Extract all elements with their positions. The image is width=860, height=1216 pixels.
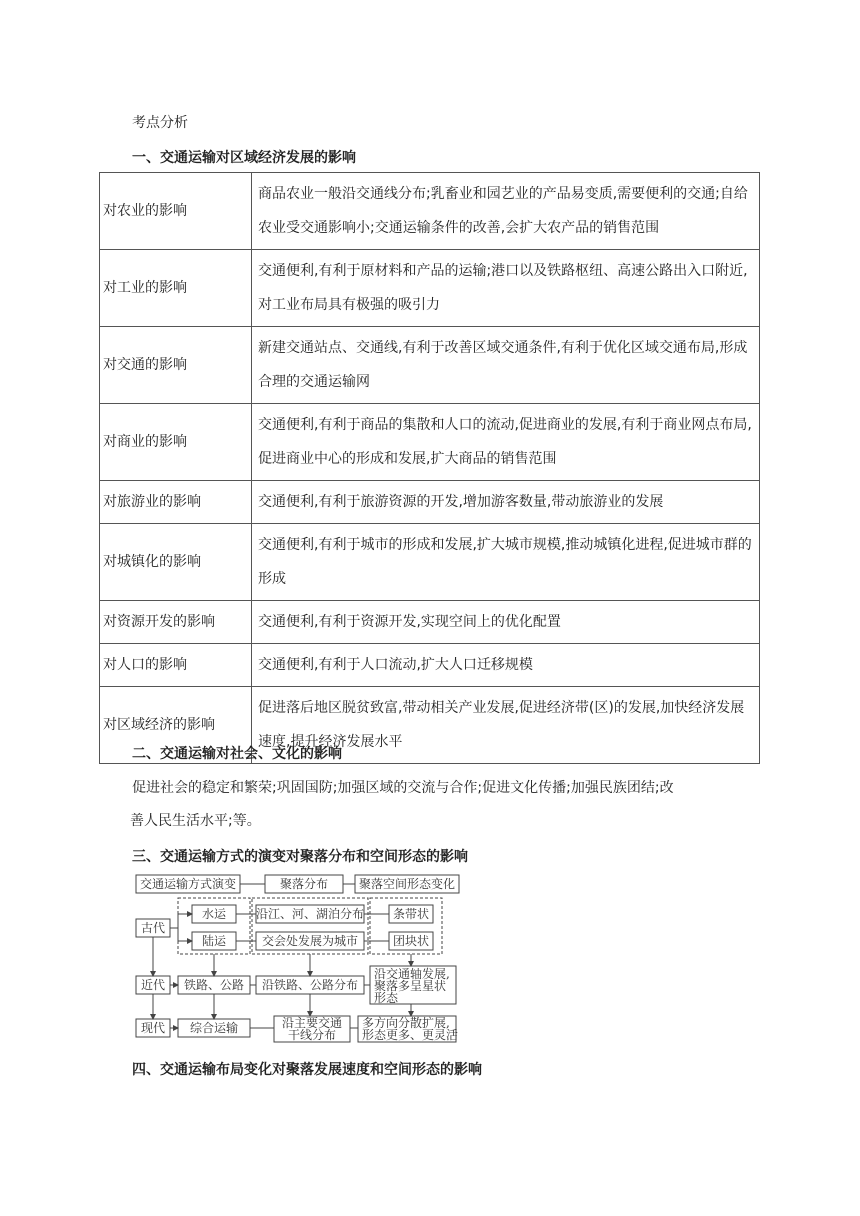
row-key: 对工业的影响 <box>100 250 252 327</box>
axis-form-text-3: 形态 <box>374 991 399 1005</box>
axis-form-text-2: 聚落多呈星状 <box>374 979 447 993</box>
row-key: 对人口的影响 <box>100 644 252 687</box>
paragraph-line: 促进社会的稳定和繁荣;巩固国防;加强区域的交流与合作;促进文化传播;加强民族团结;改 <box>132 780 674 796</box>
header-mode-text: 交通运输方式演变 <box>139 877 237 891</box>
row-key: 对城镇化的影响 <box>100 524 252 601</box>
row-value: 交通便利,有利于资源开发,实现空间上的优化配置 <box>252 601 760 644</box>
header-dist-text: 聚落分布 <box>279 877 329 891</box>
table-row <box>100 327 760 404</box>
heading-1: 一、交通运输对区域经济发展的影响 <box>132 150 356 166</box>
water-text: 水运 <box>201 907 227 921</box>
land-text: 陆运 <box>201 934 227 948</box>
row-key: 对农业的影响 <box>100 173 252 250</box>
section-label: 考点分析 <box>132 115 188 131</box>
row-value: 促进落后地区脱贫致富,带动相关产业发展,促进经济带(区)的发展,加快经济发展速度,提升经济发展水平 <box>252 687 760 764</box>
table-row <box>100 644 760 687</box>
row-value: 新建交通站点、交通线,有利于改善区域交通条件,有利于优化区域交通布局,形成合理的交通运输网 <box>252 327 760 404</box>
cluster-text: 团块状 <box>392 934 430 948</box>
row-value: 交通便利,有利于城市的形成和发展,扩大城市规模,推动城镇化进程,促进城市群的形成 <box>252 524 760 601</box>
heading-2: 二、交通运输对社会、文化的影响 <box>132 746 342 762</box>
along-rail-text: 沿铁路、公路分布 <box>261 978 359 992</box>
row-key: 对旅游业的影响 <box>100 481 252 524</box>
table-row <box>100 250 760 327</box>
rail-road-text: 铁路、公路 <box>183 978 245 992</box>
table-row <box>100 173 760 250</box>
strip-text: 条带状 <box>392 907 430 921</box>
row-key: 对资源开发的影响 <box>100 601 252 644</box>
row-key: 对交通的影响 <box>100 327 252 404</box>
contemporary-text: 现代 <box>140 1021 166 1035</box>
junction-city-text: 交会处发展为城市 <box>261 934 359 948</box>
along-rivers-text: 沿江、河、湖泊分布 <box>255 907 365 921</box>
paragraph-line: 善人民生活水平;等。 <box>130 813 261 829</box>
table-row <box>100 524 760 601</box>
modern-early-text: 近代 <box>140 978 166 992</box>
axis-form-text-1: 沿交通轴发展, <box>374 967 450 981</box>
row-value: 交通便利,有利于商品的集散和人口的流动,促进商业的发展,有利于商业网点布局,促进商业中心的形成和发展,扩大商品的销售范围 <box>252 404 760 481</box>
social-impact-paragraph <box>132 772 752 838</box>
row-key: 对区域经济的影响 <box>100 687 252 764</box>
header-form-text: 聚落空间形态变化 <box>358 877 456 891</box>
table-row <box>100 601 760 644</box>
trunk-line-text-2: 干线分布 <box>287 1028 337 1042</box>
settlement-flow-diagram <box>132 872 462 1048</box>
row-value: 交通便利,有利于原材料和产品的运输;港口以及铁路枢纽、高速公路出入口附近,对工业布局具有极强的吸引力 <box>252 250 760 327</box>
row-value: 商品农业一般沿交通线分布;乳畜业和园艺业的产品易变质,需要便利的交通;自给农业受交通影响小;交通运输条件的改善,会扩大农产品的销售范围 <box>252 173 760 250</box>
trunk-line-text-1: 沿主要交通 <box>281 1016 343 1030</box>
multi-direction-text-1: 多方向分散扩展, <box>362 1016 450 1030</box>
row-value: 交通便利,有利于旅游资源的开发,增加游客数量,带动旅游业的发展 <box>252 481 760 524</box>
multi-direction-text-2: 形态更多、更灵活 <box>362 1028 459 1042</box>
integrated-text: 综合运输 <box>189 1021 239 1035</box>
row-key: 对商业的影响 <box>100 404 252 481</box>
table-row <box>100 404 760 481</box>
heading-4: 四、交通运输布局变化对聚落发展速度和空间形态的影响 <box>132 1062 482 1078</box>
impact-table <box>99 172 760 764</box>
heading-3: 三、交通运输方式的演变对聚落分布和空间形态的影响 <box>132 849 468 865</box>
ancient-text: 古代 <box>140 921 166 935</box>
table-row <box>100 481 760 524</box>
row-value: 交通便利,有利于人口流动,扩大人口迁移规模 <box>252 644 760 687</box>
